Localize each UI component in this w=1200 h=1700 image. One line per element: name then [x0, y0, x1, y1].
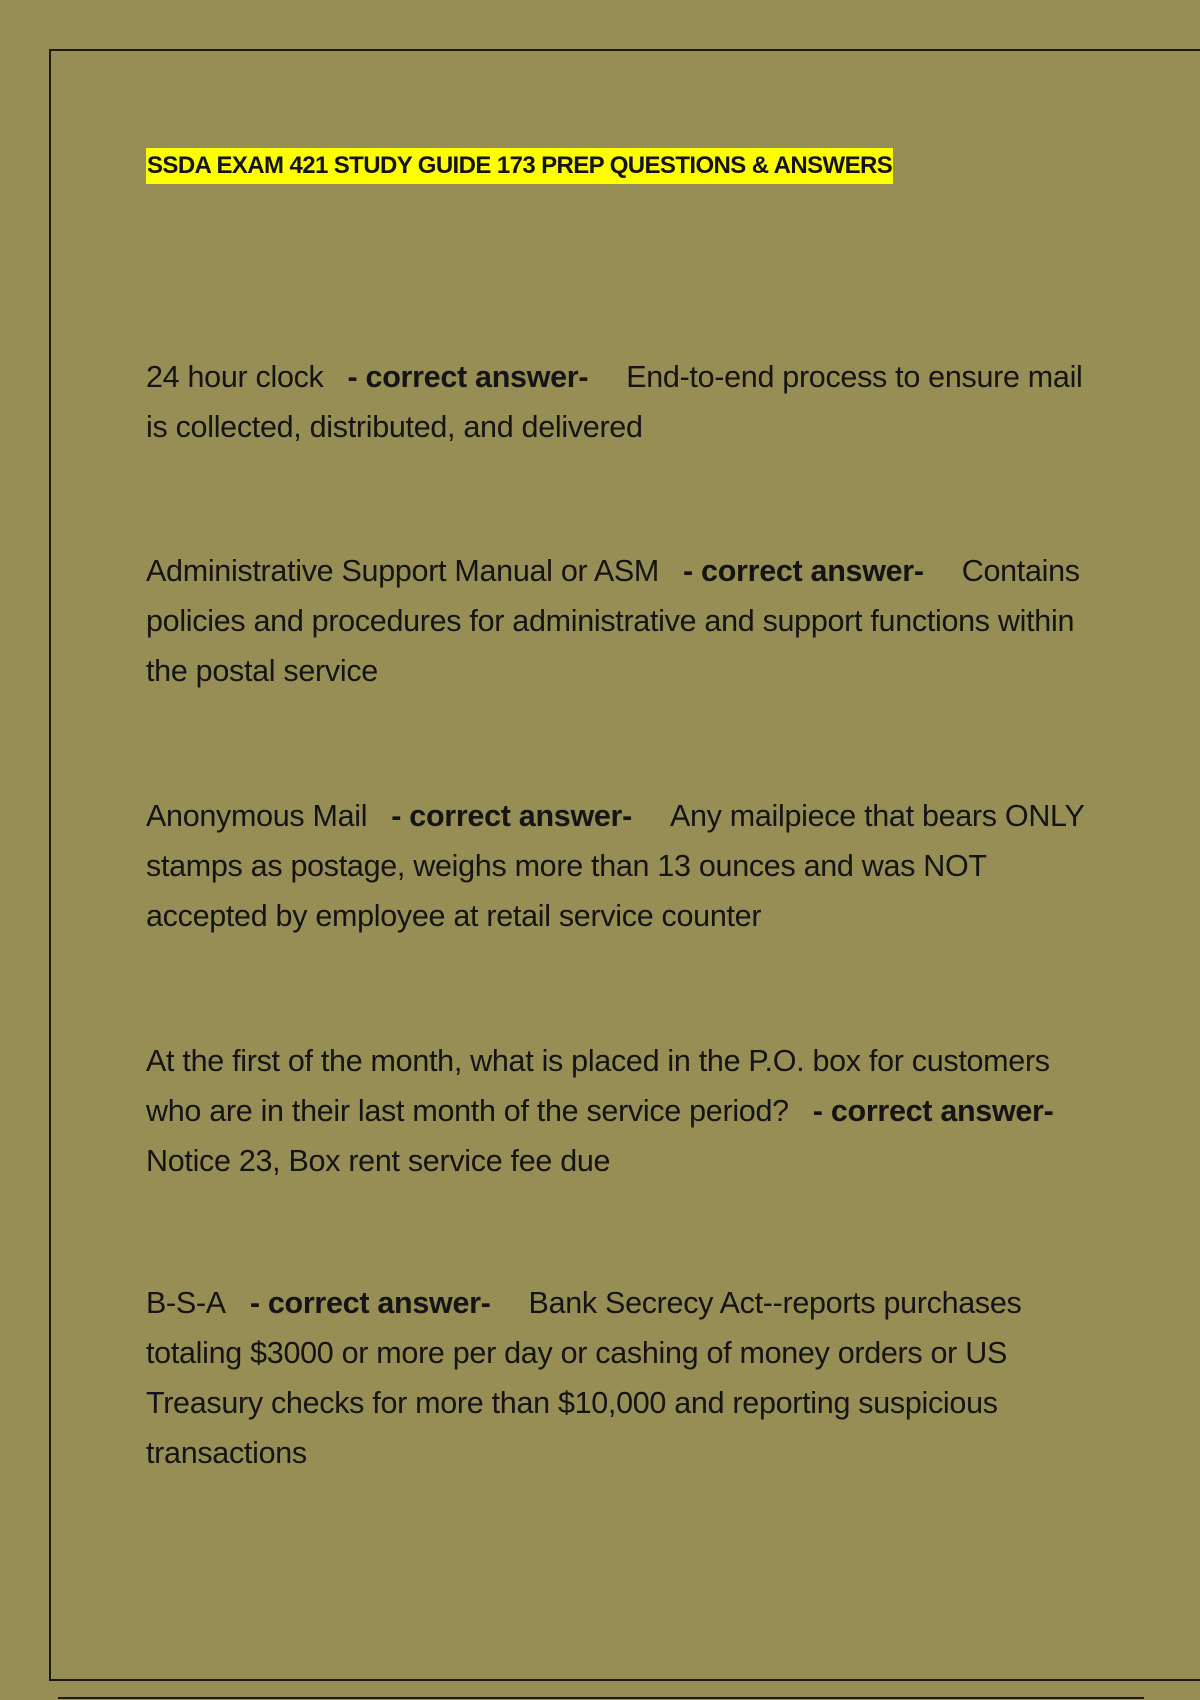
bottom-rule: [58, 1697, 1144, 1699]
qa-term: 24 hour clock: [146, 360, 324, 394]
answer-separator: - correct answer-: [249, 1286, 491, 1320]
qa-item: [146, 546, 1106, 696]
answer-separator: - correct answer-: [347, 360, 589, 394]
answer-separator: - correct answer-: [812, 1094, 1054, 1128]
qa-item: [146, 1036, 1106, 1186]
qa-answer: End-to-end process to ensure mail is collected, distributed, and delivered: [146, 360, 1083, 444]
qa-answer: Notice 23, Box rent service fee due: [146, 1144, 611, 1178]
qa-item: [146, 352, 1106, 452]
document-title: SSDA EXAM 421 STUDY GUIDE 173 PREP QUESTIONS & ANSWERS: [146, 148, 893, 184]
answer-separator: - correct answer-: [391, 799, 632, 833]
qa-answer: Contains policies and procedures for administrative and support functions within the postal service: [146, 554, 1080, 688]
qa-term: B-S-A: [146, 1286, 226, 1320]
qa-answer: Bank Secrecy Act--reports purchases totaling $3000 or more per day or cashing of money orders or US Treasury checks for more than $10,000 and reporting suspicious transactions: [146, 1286, 1022, 1470]
qa-item: [146, 1278, 1106, 1478]
qa-answer: Any mailpiece that bears ONLY stamps as postage, weighs more than 13 ounces and was NOT accepted by employee at retail service counter: [146, 799, 1084, 933]
qa-term: Anonymous Mail: [146, 799, 368, 833]
qa-item: [146, 791, 1106, 941]
answer-separator: - correct answer-: [683, 554, 924, 588]
qa-term: At the first of the month, what is placed in the P.O. box for customers who are in their last month of the service period?: [146, 1044, 1050, 1128]
qa-term: Administrative Support Manual or ASM: [146, 554, 660, 588]
